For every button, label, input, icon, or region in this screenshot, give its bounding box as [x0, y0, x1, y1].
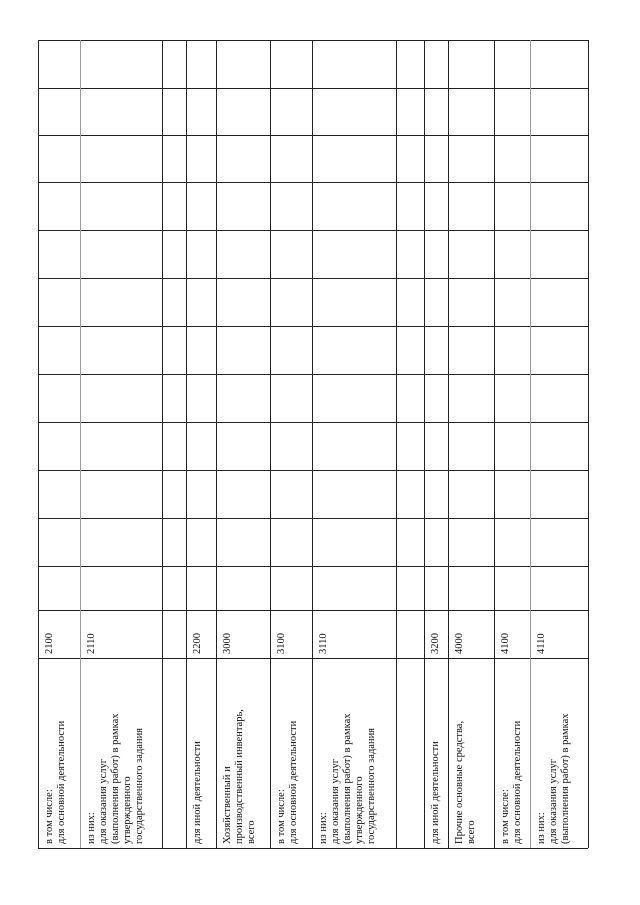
table-border-right — [588, 40, 589, 848]
row-label: Хозяйственный и производственный инвентарь, всего — [222, 709, 257, 844]
row-divider-sub — [530, 40, 531, 848]
row-label: для иной деятельности — [430, 741, 441, 844]
table-border-left — [38, 40, 39, 848]
column-divider — [38, 278, 588, 279]
row-divider — [448, 40, 449, 848]
row-code: 4110 — [536, 633, 547, 654]
column-divider — [38, 182, 588, 183]
column-divider-label — [38, 848, 588, 849]
column-divider — [38, 470, 588, 471]
column-divider — [38, 135, 588, 136]
row-label: из них: для оказания услуг (выполнения работ) в рамках утвержденного государственного задания — [318, 713, 377, 844]
column-divider — [38, 422, 588, 423]
row-label: из них: для оказания услуг (выполнения работ) в рамках — [536, 713, 571, 844]
row-code: 2110 — [86, 633, 97, 654]
column-divider — [38, 326, 588, 327]
table-border-top — [38, 40, 588, 41]
row-divider-sub — [80, 40, 81, 848]
row-divider — [424, 40, 425, 848]
row-code: 3200 — [430, 633, 441, 654]
row-label: Прочие основные средства, всего — [454, 720, 477, 844]
column-divider — [38, 374, 588, 375]
row-code: 4000 — [454, 633, 465, 654]
column-divider — [38, 566, 588, 567]
row-code: 3000 — [222, 633, 233, 654]
row-divider — [216, 40, 217, 848]
column-divider-code — [38, 658, 588, 659]
column-divider — [38, 230, 588, 231]
row-divider — [312, 40, 313, 848]
row-divider — [186, 40, 187, 848]
column-divider — [38, 610, 588, 611]
column-divider — [38, 518, 588, 519]
row-code: 2200 — [192, 633, 203, 654]
row-code: 4100 — [500, 633, 511, 654]
row-divider — [396, 40, 397, 848]
row-label: в том числе: для основной деятельности — [500, 720, 523, 844]
row-code: 3110 — [318, 633, 329, 654]
rotated-table — [38, 40, 588, 848]
row-label: в том числе: для основной деятельности — [44, 720, 67, 844]
row-label: для иной деятельности — [192, 741, 203, 844]
row-label: в том числе: для основной деятельности — [276, 720, 299, 844]
column-divider — [38, 88, 588, 89]
row-code: 2100 — [44, 633, 55, 654]
row-label: из них: для оказания услуг (выполнения работ) в рамках утвержденного государственного задания — [86, 713, 145, 844]
row-divider — [494, 40, 495, 848]
row-code: 3100 — [276, 633, 287, 654]
row-divider — [162, 40, 163, 848]
row-divider — [270, 40, 271, 848]
